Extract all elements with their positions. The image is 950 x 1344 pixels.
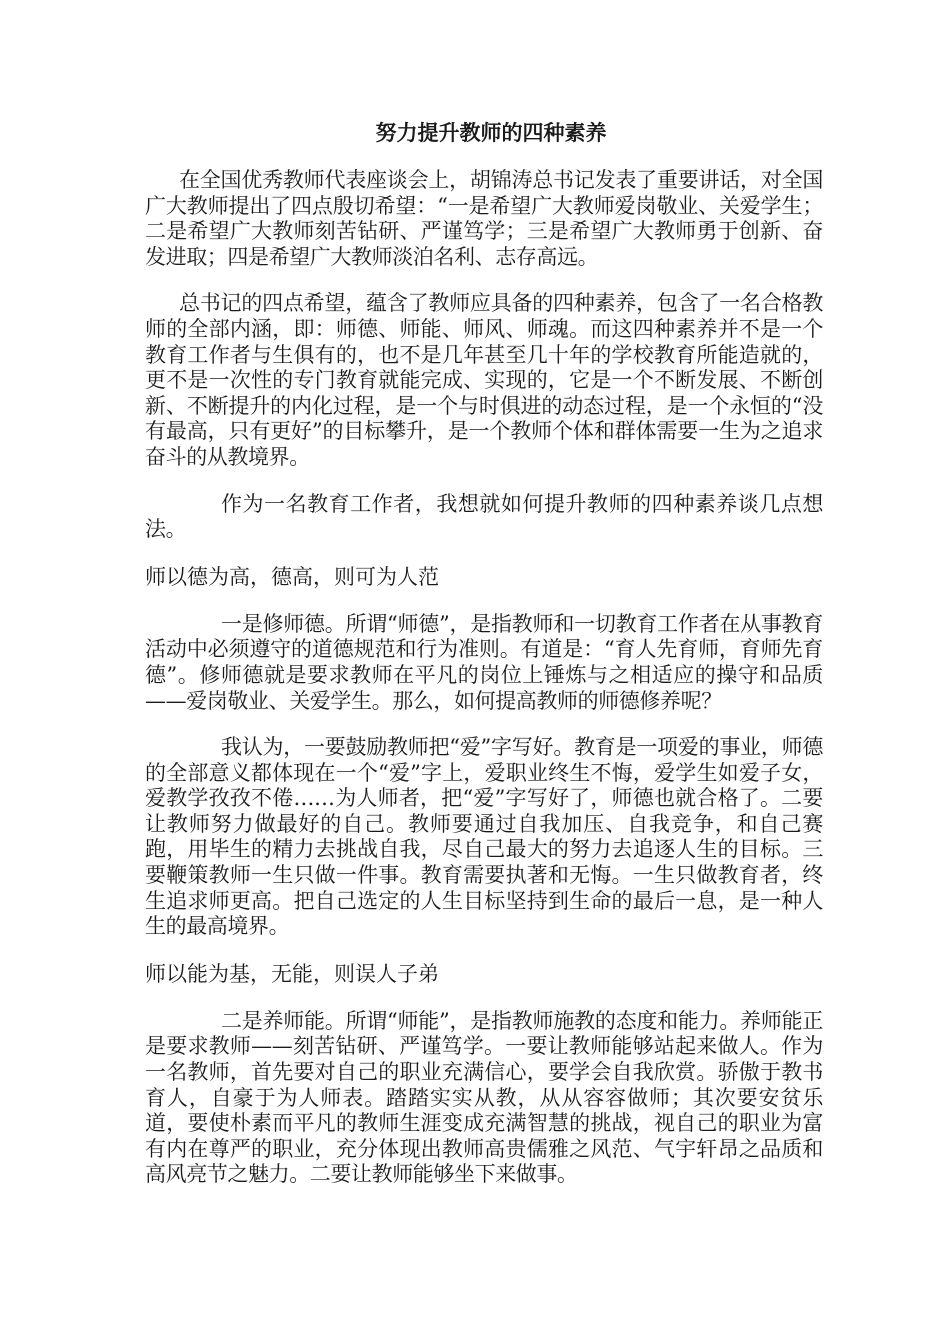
- section-heading-ability: 师以能为基，无能，则误人子弟: [145, 961, 439, 986]
- paragraph-speech-intro: 在全国优秀教师代表座谈会上，胡锦涛总书记发表了重要讲话，对全国广大教师提出了四点殷切希望：“一是希望广大教师爱岗敬业、关爱学生；二是希望广大教师刻苦钻研、严谨笃学；三是希望广大教师勇于创新、奋发进取；四是希望广大教师淡泊名利、志存高远。: [145, 168, 823, 269]
- paragraph-cultivate-virtue: 一是修师德。所谓“师德”，是指教师和一切教育工作者在从事教育活动中必须遵守的道德规范和行为准则。有道是：“育人先育师，育师先育德”。修师德就是要求教师在平凡的岗位上锤炼与之相适应的操守和品质——爱岗敬业、关爱学生。那么，如何提高教师的师德修养呢？: [145, 611, 823, 713]
- paragraph-four-qualities: 总书记的四点希望，蕴含了教师应具备的四种素养，包含了一名合格教师的全部内涵，即：师德、师能、师风、师魂。而这四种素养并不是一个教育工作者与生俱有的，也不是几年甚至几十年的学校教育所能造就的，更不是一次性的专门教育就能完成、实现的，它是一个不断发展、不断创新、不断提升的内化过程，是一个与时俱进的动态过程，是一个永恒的“没有最高，只有更好”的目标攀升，是一个教师个体和群体需要一生为之追求奋斗的从教境界。: [145, 291, 823, 469]
- paragraph-love-and-effort: 我认为，一要鼓励教师把“爱”字写好。教育是一项爱的事业，师德的全部意义都体现在一个“爱”字上，爱职业终生不悔，爱学生如爱子女，爱教学孜孜不倦……为人师者，把“爱”字写好了，师德也就合格了。二要让教师努力做最好的自己。教师要通过自我加压、自我竞争，和自己赛跑，用毕生的精力去挑战自我，尽自己最大的努力去追逐人生的目标。三要鞭策教师一生只做一件事。教育需要执著和无悔。一生只做教育者，终生追求师更高。把自己选定的人生目标坚持到生命的最后一息，是一种人生的最高境界。: [145, 735, 823, 939]
- section-heading-virtue: 师以德为高，德高，则可为人范: [145, 564, 439, 589]
- paragraph-author-intent: 作为一名教育工作者，我想就如何提升教师的四种素养谈几点想法。: [145, 491, 823, 542]
- paragraph-cultivate-ability: 二是养师能。所谓“师能”，是指教师施教的态度和能力。养师能正是要求教师——刻苦钻研、严谨笃学。一要让教师能够站起来做人。作为一名教师，首先要对自己的职业充满信心，要学会自我欣赏。骄傲于教书育人，自豪于为人师表。踏踏实实从教，从从容容做师；其次要安贫乐道，要使朴素而平凡的教师生涯变成充满智慧的挑战，视自己的职业为富有内在尊严的职业，充分体现出教师高贵儒雅之风范、气宇轩昂之品质和高风亮节之魅力。二要让教师能够坐下来做事。: [145, 1008, 823, 1187]
- document-title: 努力提升教师的四种素养: [375, 120, 607, 145]
- document-page: [145, 118, 823, 1209]
